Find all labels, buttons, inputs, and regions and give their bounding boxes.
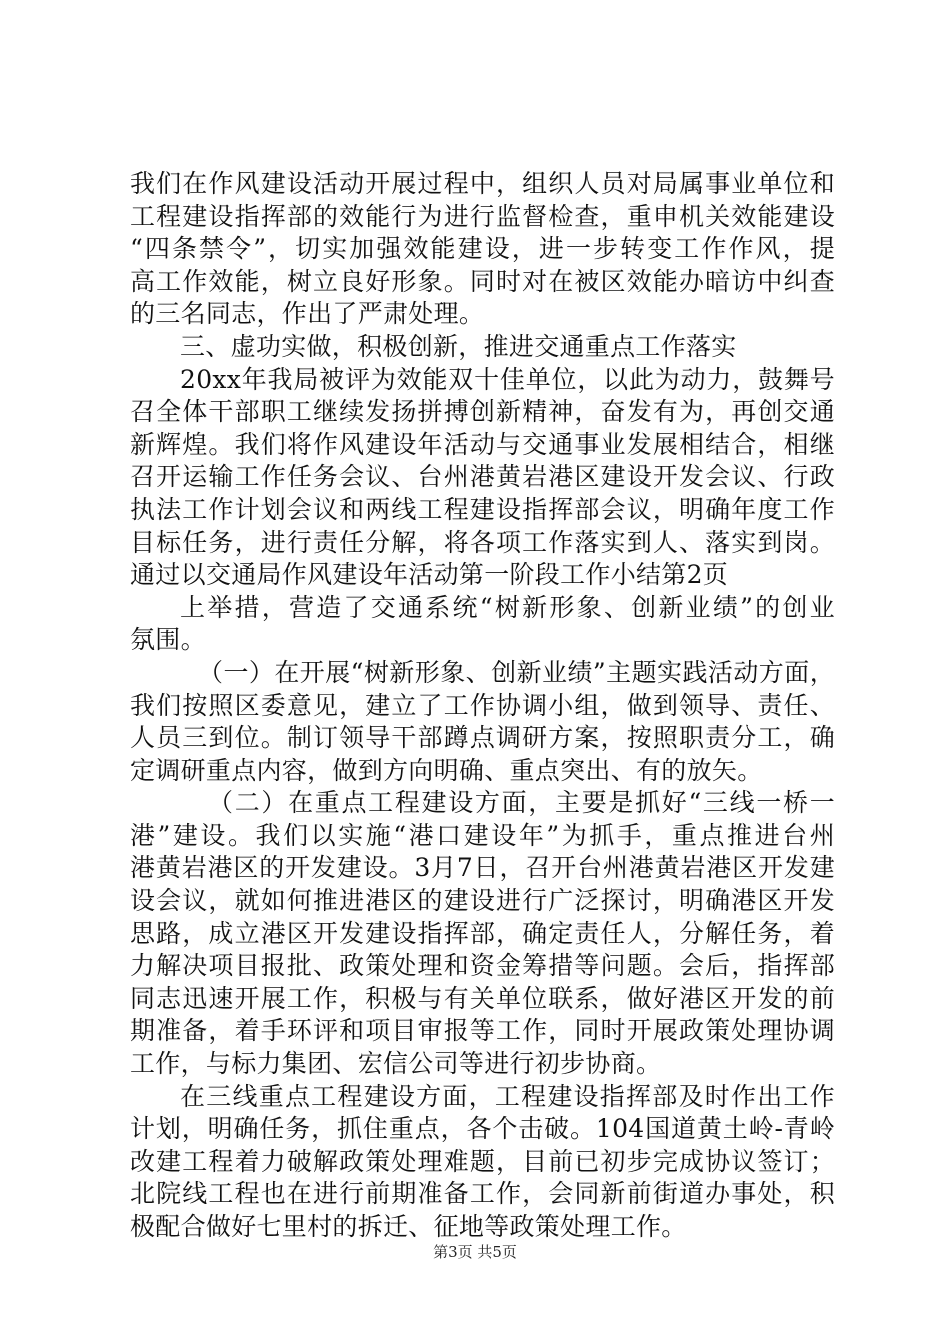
text-line: 召全体干部职工继续发扬拼搏创新精神，奋发有为，再创交通 — [130, 397, 835, 427]
subsection-heading: （二）在重点工程建设方面，主要是抓好“三线一桥一 — [208, 788, 835, 818]
text-line: 在三线重点工程建设方面，工程建设指挥部及时作出工作 — [180, 1081, 835, 1111]
text-line: 计划，明确任务，抓住重点，各个击破。104国道黄土岭-青岭 — [130, 1114, 835, 1144]
text-line: 设会议，就如何推进港区的建设进行广泛探讨，明确港区开发 — [130, 886, 835, 916]
text-line: 同志迅速开展工作，积极与有关单位联系，做好港区开发的前 — [130, 983, 835, 1013]
text-line: 工作，与标力集团、宏信公司等进行初步协商。 — [130, 1049, 662, 1079]
text-line: 氛围。 — [130, 625, 206, 655]
body-text — [130, 168, 835, 1244]
text-line: 改建工程着力破解政策处理难题，目前已初步完成协议签订； — [130, 1146, 835, 1176]
subsection-heading: （一）在开展“树新形象、创新业绩”主题实践活动方面， — [198, 657, 835, 687]
text-line: 执法工作计划会议和两线工程建设指挥部会议，明确年度工作 — [130, 494, 835, 524]
text-line: 我们按照区委意见，建立了工作协调小组，做到领导、责任、 — [130, 690, 835, 720]
text-line: 目标任务，进行责任分解，将各项工作落实到人、落实到岗。 — [130, 527, 835, 557]
text-line: 通过以交通局作风建设年活动第一阶段工作小结第2页 — [130, 560, 729, 590]
text-line: 20xx年我局被评为效能双十佳单位，以此为动力，鼓舞号 — [180, 364, 835, 394]
page-number-footer: 第3页 共5页 — [433, 1243, 517, 1261]
text-line: 力解决项目报批、政策处理和资金筹措等问题。会后，指挥部 — [130, 951, 835, 981]
text-line: “四条禁令”，切实加强效能建设，进一步转变工作作风，提 — [130, 234, 835, 264]
text-line: 港”建设。我们以实施“港口建设年”为抓手，重点推进台州 — [130, 820, 835, 850]
text-line: 人员三到位。制订领导干部蹲点调研方案，按照职责分工，确 — [130, 723, 835, 753]
text-line: 我们在作风建设活动开展过程中，组织人员对局属事业单位和 — [130, 169, 835, 198]
text-line: 港黄岩港区的开发建设。3月7日，召开台州港黄岩港区开发建 — [130, 853, 835, 883]
text-line: 高工作效能，树立良好形象。同时对在被区效能办暗访中纠查 — [130, 266, 835, 296]
text-line: 的三名同志，作出了严肃处理。 — [130, 299, 485, 329]
text-line: 工程建设指挥部的效能行为进行监督检查，重申机关效能建设 — [130, 201, 835, 231]
text-line: 极配合做好七里村的拆迁、征地等政策处理工作。 — [130, 1212, 687, 1241]
text-line: 新辉煌。我们将作风建设年活动与交通事业发展相结合，相继 — [130, 429, 835, 459]
text-line: 期准备，着手环评和项目审报等工作，同时开展政策处理协调 — [130, 1016, 835, 1046]
text-line: 北院线工程也在进行前期准备工作，会同新前街道办事处，积 — [130, 1179, 835, 1209]
text-line: 思路，成立港区开发建设指挥部，确定责任人，分解任务，着 — [130, 918, 835, 948]
text-line: 召开运输工作任务会议、台州港黄岩港区建设开发会议、行政 — [130, 462, 835, 492]
section-heading: 三、虚功实做，积极创新，推进交通重点工作落实 — [180, 331, 737, 361]
text-line: 定调研重点内容，做到方向明确、重点突出、有的放矢。 — [130, 755, 763, 785]
text-line: 上举措，营造了交通系统“树新形象、创新业绩”的创业 — [180, 592, 835, 622]
